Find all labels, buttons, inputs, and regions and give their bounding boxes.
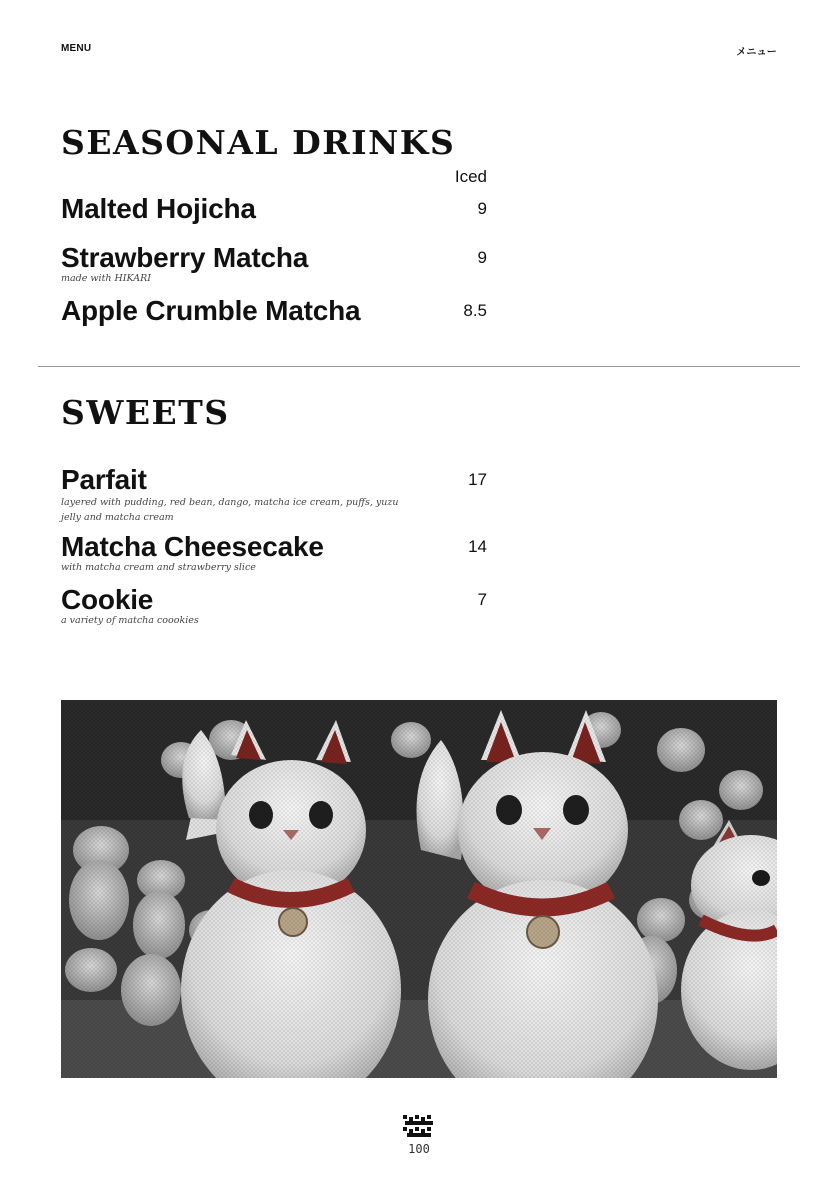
page-number: 100	[408, 1142, 430, 1156]
seasonal-drinks-heading: SEASONAL DRINKS	[61, 123, 456, 162]
item-name: Parfait	[61, 464, 147, 495]
item-name: Malted Hojicha	[61, 193, 256, 224]
sweets-heading: SWEETS	[61, 393, 230, 432]
menu-item-strawberry-matcha	[61, 243, 487, 286]
item-price: 14	[468, 537, 487, 557]
iced-column-label: Iced	[454, 167, 487, 186]
menu-item-matcha-cheesecake	[61, 532, 487, 575]
menu-header-japanese: メニュー	[736, 47, 777, 58]
menu-item-parfait	[61, 465, 487, 525]
item-price: 9	[477, 248, 487, 268]
item-description: with matcha cream and strawberry slice	[61, 562, 256, 574]
item-price: 17	[468, 470, 487, 490]
item-name: Matcha Cheesecake	[61, 531, 324, 562]
lucky-cats-photo	[61, 700, 777, 1078]
menu-header-label: MENU	[61, 43, 92, 54]
item-price: 8.5	[463, 301, 487, 321]
menu-item-apple-crumble-matcha	[61, 296, 487, 326]
menu-item-malted-hojicha	[61, 194, 487, 224]
item-price: 7	[477, 590, 487, 610]
item-description: layered with pudding, red bean, dango, matcha ice cream, puffs, yuzu jelly and matcha cream	[61, 497, 399, 524]
item-description: a variety of matcha coookies	[61, 615, 199, 627]
item-name: Apple Crumble Matcha	[61, 295, 361, 326]
item-price: 9	[477, 199, 487, 219]
cafe-logo-icon	[403, 1115, 435, 1139]
section-divider	[38, 366, 800, 367]
item-description: made with HIKARI	[61, 273, 152, 285]
item-name: Strawberry Matcha	[61, 242, 309, 273]
menu-item-cookie	[61, 585, 487, 628]
item-name: Cookie	[61, 584, 154, 615]
